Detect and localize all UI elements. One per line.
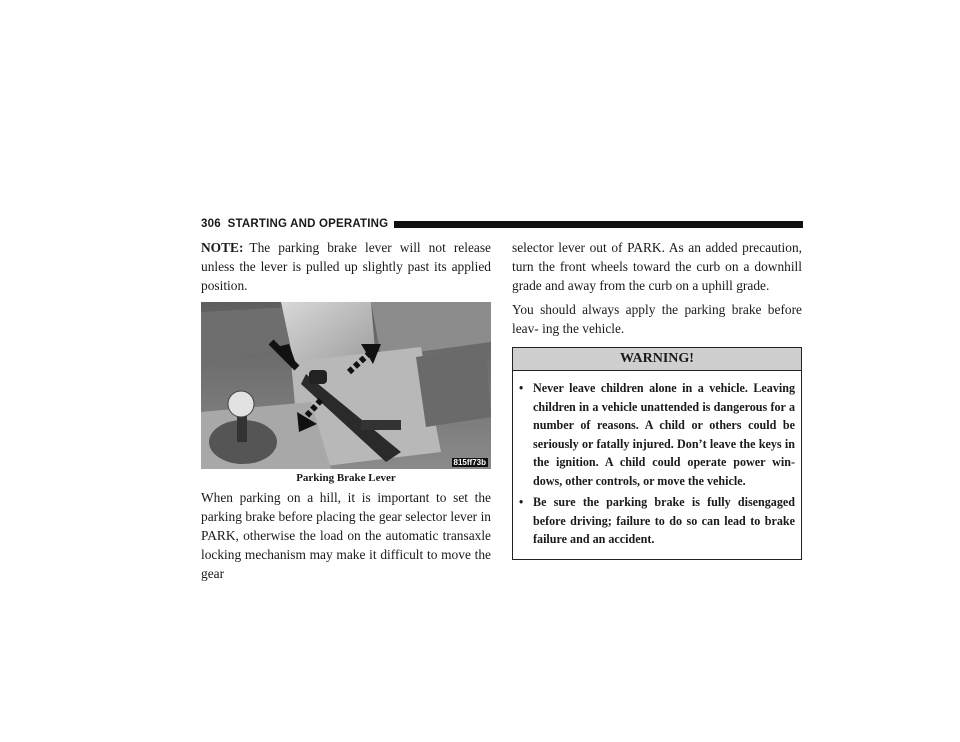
apply-brake-paragraph: You should always apply the parking brake before leav- ing the vehicle. <box>512 302 802 336</box>
right-column <box>512 238 802 560</box>
page-header-text <box>201 218 388 230</box>
warning-item: • Be sure the parking brake is fully disengaged before driving; failure to do so can lead to brake failure and an accident. <box>519 493 795 549</box>
warning-list <box>513 371 801 559</box>
note-paragraph <box>201 238 491 295</box>
hill-parking-paragraph: When parking on a hill, it is important to set the parking brake before placing the gear selector lever in PARK, otherwise the load on the automatic transaxle locking mechanism may make it difficult to move the gear <box>201 490 491 581</box>
parking-brake-illustration <box>201 302 491 469</box>
precaution-paragraph: selector lever out of PARK. As an added precaution, turn the front wheels toward the curb on a downhill grade and away from the curb on a uphill grade. <box>512 240 802 293</box>
note-text: The parking brake lever will not release unless the lever is pulled up slightly past its applied position. <box>201 240 491 293</box>
page-header <box>201 216 803 232</box>
header-rule <box>394 221 803 228</box>
warning-box <box>512 347 802 560</box>
warning-item: • Never leave children alone in a vehicle. Leaving children in a vehicle unattended is dangerous for a number of reasons. A child or others could be seriously or fatally injured. Don’t leave the keys in the ignition. A child could operate power win- dows, other controls, or move the vehicle. <box>519 379 795 490</box>
section-title: STARTING AND OPERATING <box>227 218 389 230</box>
figure-caption: Parking Brake Lever <box>296 472 396 484</box>
figure-code: 815ff73b <box>453 458 486 467</box>
left-column <box>201 238 491 583</box>
note-label: NOTE: <box>201 240 244 255</box>
parking-brake-figure <box>201 302 491 469</box>
warning-title: WARNING! <box>513 348 801 371</box>
page-number: 306 <box>201 218 221 230</box>
